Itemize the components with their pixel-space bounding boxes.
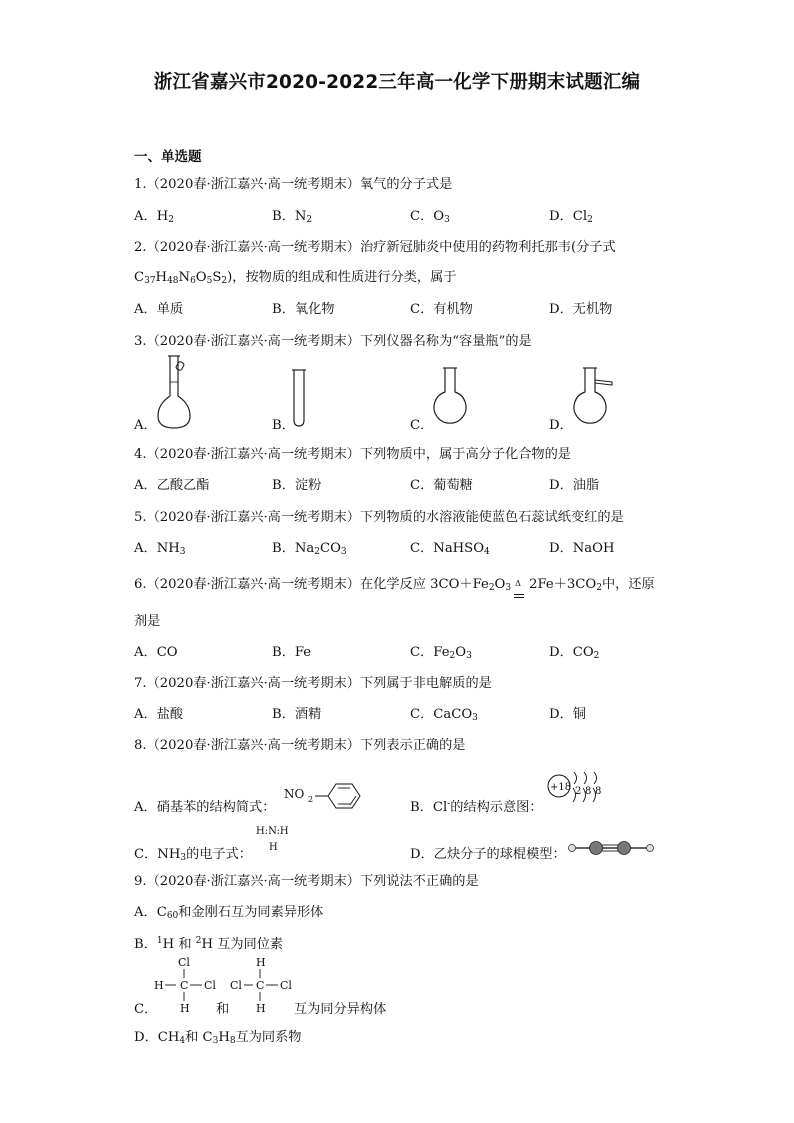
q9-option-c-and: 和	[216, 1002, 230, 1017]
q4-option-d: D．油脂	[549, 478, 600, 493]
q9-option-d: D．$CH_4$和 $C_3H_8$互为同系物	[134, 1030, 302, 1046]
question-6-stem: 6.（2020春·浙江嘉兴·高一统考期末）在化学反应 $3CO+Fe_2O_3$ Δ $2Fe+3CO_2$中，还原	[134, 573, 655, 593]
q3-option-a: A．	[134, 418, 157, 433]
q3-option-b: B．	[272, 418, 295, 433]
svg-text:H: H	[154, 979, 164, 992]
question-9-stem: 9.（2020春·浙江嘉兴·高一统考期末）下列说法不正确的是	[134, 874, 479, 889]
question-2-stem-line2: $C_{37}H_{48}N_6O_5S_2$)，按物质的组成和性质进行分类，属于	[134, 270, 457, 286]
svg-text:C: C	[256, 979, 265, 992]
round-bottom-flask-image	[430, 366, 470, 430]
svg-text:H: H	[269, 842, 278, 853]
volumetric-flask-image	[154, 352, 194, 432]
dichloromethane-structure-1	[152, 952, 222, 1014]
question-8-stem: 8.（2020春·浙江嘉兴·高一统考期末）下列表示正确的是	[134, 738, 466, 753]
q9-option-c-tail: 互为同分异构体	[294, 1002, 387, 1017]
q6-option-c: C．$Fe_2O_3$	[410, 645, 472, 661]
q8-option-d: D．乙炔分子的球棍模型：	[410, 847, 566, 862]
page-title: 浙江省嘉兴市2020-2022三年高一化学下册期末试题汇编	[153, 72, 641, 93]
question-3-stem: 3.（2020春·浙江嘉兴·高一统考期末）下列仪器名称为“容量瓶”的是	[134, 334, 532, 349]
dichloromethane-structure-2	[228, 952, 300, 1014]
q3-option-d: D．	[549, 418, 573, 433]
q6-option-d: D．$CO_2$	[549, 645, 600, 661]
q1-option-c: C．$O_3$	[410, 209, 450, 225]
q2-option-d: D．无机物	[549, 302, 613, 317]
q2-option-c: C．有机物	[410, 302, 473, 317]
q4-option-c: C．葡萄糖	[410, 478, 473, 493]
question-6-stem-line2: 剂是	[134, 614, 161, 629]
svg-text:H: H	[180, 1002, 190, 1015]
svg-text:+18: +18	[550, 782, 572, 793]
svg-text:H: H	[256, 1002, 266, 1015]
chloride-ion-structure-diagram	[546, 766, 608, 806]
q2-formula: $C_{37}H_{48}N_6O_5S_2$	[134, 270, 228, 286]
q2-option-b: B．氧化物	[272, 302, 335, 317]
q8-option-c: C．$NH_3$的电子式：	[134, 847, 252, 863]
test-tube-image	[292, 368, 306, 428]
svg-text:2: 2	[575, 786, 582, 797]
q2-option-a: A．单质	[134, 302, 184, 317]
section-heading: 一、单选题	[134, 149, 202, 165]
question-4-stem: 4.（2020春·浙江嘉兴·高一统考期末）下列物质中，属于高分子化合物的是	[134, 447, 571, 462]
distilling-flask-image	[570, 366, 620, 430]
q5-option-c: C．NaHSO$_4$	[410, 541, 490, 557]
q7-option-a: A．盐酸	[134, 707, 184, 722]
svg-text:H:N:H: H:N:H	[256, 826, 289, 837]
q5-option-a: A．$NH_3$	[134, 541, 186, 557]
q3-option-c: C．	[410, 418, 434, 433]
q8-option-a: A．硝基苯的结构简式：	[134, 800, 276, 815]
q9-option-b: B．$^1$H 和 $^2$H 互为同位素	[134, 936, 284, 952]
svg-text:Cl: Cl	[178, 956, 190, 969]
q6-option-a: A．CO	[134, 645, 178, 660]
q4-option-a: A．乙酸乙酯	[134, 478, 210, 493]
question-7-stem: 7.（2020春·浙江嘉兴·高一统考期末）下列属于非电解质的是	[134, 676, 492, 691]
svg-text:2: 2	[308, 795, 314, 804]
svg-text:H: H	[256, 956, 266, 969]
nitrobenzene-structure	[282, 778, 372, 814]
svg-text:NO: NO	[284, 787, 305, 801]
acetylene-ball-stick-model	[566, 840, 656, 856]
q9-option-a: A．$C_{60}$和金刚石互为同素异形体	[134, 905, 324, 921]
svg-text:Cl: Cl	[280, 979, 292, 992]
q5-option-d: D．NaOH	[549, 541, 615, 556]
question-5-stem: 5.（2020春·浙江嘉兴·高一统考期末）下列物质的水溶液能使蓝色石蕊试纸变红的是	[134, 510, 624, 525]
q6-option-b: B．Fe	[272, 645, 312, 660]
ammonia-electron-formula	[254, 822, 304, 856]
q5-option-b: B．$Na_2CO_3$	[272, 541, 347, 557]
svg-text:C: C	[180, 979, 189, 992]
question-1-stem: 1.（2020春·浙江嘉兴·高一统考期末）氧气的分子式是	[134, 177, 453, 192]
svg-text:Cl: Cl	[204, 979, 216, 992]
question-2-stem: 2.（2020春·浙江嘉兴·高一统考期末）治疗新冠肺炎中使用的药物利托那韦(分子式	[134, 240, 616, 255]
q9-option-c: C．	[134, 1002, 158, 1017]
q1-option-d: D．$Cl_2$	[549, 209, 593, 225]
q8-option-b: B．Cl-的结构示意图：	[410, 799, 543, 815]
svg-text:8: 8	[585, 786, 592, 797]
svg-text:8: 8	[595, 786, 602, 797]
q1-option-b: B．$N_2$	[272, 209, 313, 225]
q7-option-c: C．CaCO$_3$	[410, 707, 478, 723]
q7-option-b: B．酒精	[272, 707, 322, 722]
q1-option-a: A．$H_2$	[134, 209, 174, 225]
q4-option-b: B．淀粉	[272, 478, 322, 493]
q7-option-d: D．铜	[549, 707, 586, 722]
svg-text:Cl: Cl	[230, 979, 242, 992]
